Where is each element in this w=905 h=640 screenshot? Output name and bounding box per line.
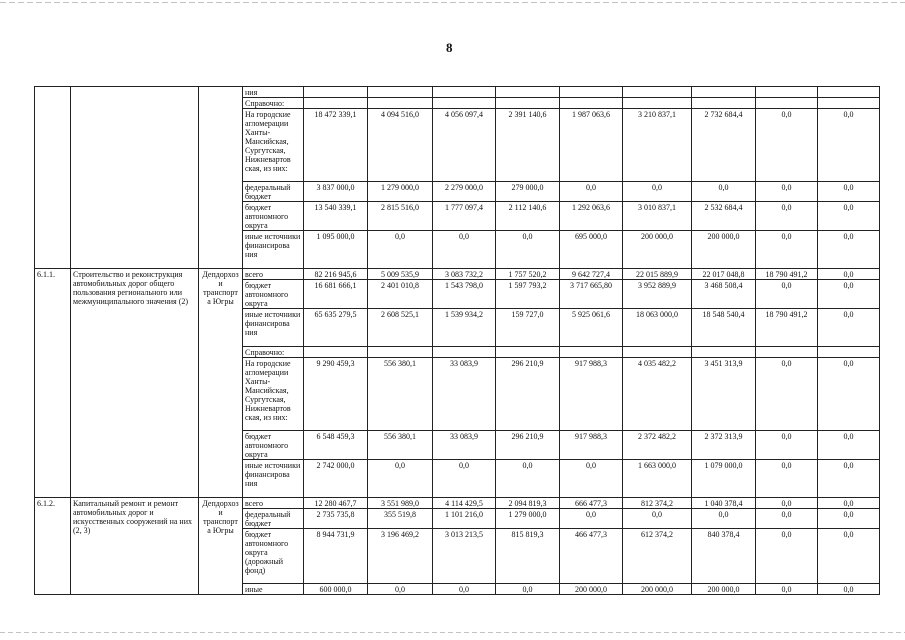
amount-cell — [692, 347, 756, 358]
amount-cell: 1 987 063,6 — [560, 109, 623, 182]
amount-cell: 0,0 — [368, 584, 433, 595]
funding-source-cell: всего — [243, 498, 304, 509]
amount-cell: 0,0 — [560, 509, 623, 529]
amount-cell: 1 040 378,4 — [692, 498, 756, 509]
amount-cell: 0,0 — [818, 584, 880, 595]
amount-cell: 0,0 — [692, 509, 756, 529]
amount-cell — [623, 87, 692, 98]
amount-cell: 2 401 010,8 — [368, 280, 433, 309]
amount-cell: 0,0 — [560, 182, 623, 202]
amount-cell: 1 279 000,0 — [368, 182, 433, 202]
amount-cell — [560, 98, 623, 109]
amount-cell: 0,0 — [818, 509, 880, 529]
amount-cell: 5 925 061,6 — [560, 309, 623, 347]
amount-cell: 18 472 339,1 — [304, 109, 368, 182]
amount-cell: 0,0 — [818, 358, 880, 431]
amount-cell: 2 735 735,8 — [304, 509, 368, 529]
amount-cell: 2 732 684,4 — [692, 109, 756, 182]
amount-cell — [304, 347, 368, 358]
amount-cell: 22 017 048,8 — [692, 269, 756, 280]
funding-source-cell: Справочно: — [243, 347, 304, 358]
amount-cell: 1 079 000,0 — [692, 460, 756, 498]
amount-cell: 2 094 819,3 — [496, 498, 560, 509]
amount-cell: 840 378,4 — [692, 529, 756, 584]
amount-cell: 0,0 — [623, 509, 692, 529]
amount-cell: 9 290 459,3 — [304, 358, 368, 431]
amount-cell: 0,0 — [756, 509, 818, 529]
amount-cell — [496, 87, 560, 98]
amount-cell: 0,0 — [756, 231, 818, 269]
amount-cell: 2 372 313,9 — [692, 431, 756, 460]
amount-cell — [560, 347, 623, 358]
amount-cell: 2 815 516,0 — [368, 202, 433, 231]
amount-cell: 612 374,2 — [623, 529, 692, 584]
amount-cell: 5 009 535,9 — [368, 269, 433, 280]
amount-cell: 2 532 684,4 — [692, 202, 756, 231]
amount-cell: 0,0 — [756, 202, 818, 231]
amount-cell: 2 372 482,2 — [623, 431, 692, 460]
funding-source-cell: На городские агломерации Ханты-Мансийская, Сургутская, Нижневартов ская, из них: — [243, 109, 304, 182]
item-number-cell: 6.1.2. — [35, 498, 71, 595]
financing-table — [34, 86, 880, 595]
amount-cell: 16 681 666,1 — [304, 280, 368, 309]
amount-cell — [433, 98, 496, 109]
amount-cell — [368, 87, 433, 98]
funding-source-cell: бюджет автономного округа — [243, 202, 304, 231]
funding-source-cell: иные источники финансирова ния — [243, 231, 304, 269]
amount-cell: 0,0 — [623, 182, 692, 202]
amount-cell: 0,0 — [433, 584, 496, 595]
amount-cell — [304, 87, 368, 98]
amount-cell — [496, 98, 560, 109]
amount-cell: 1 543 798,0 — [433, 280, 496, 309]
amount-cell: 2 608 525,1 — [368, 309, 433, 347]
amount-cell: 815 819,3 — [496, 529, 560, 584]
amount-cell: 695 000,0 — [560, 231, 623, 269]
amount-cell: 2 279 000,0 — [433, 182, 496, 202]
amount-cell: 18 063 000,0 — [623, 309, 692, 347]
amount-cell: 917 988,3 — [560, 431, 623, 460]
amount-cell: 1 292 063,6 — [560, 202, 623, 231]
scan-edge-top — [0, 2, 905, 3]
amount-cell — [496, 347, 560, 358]
item-description-cell: Капитальный ремонт и ремонт автомобильных дорог и искусственных сооружений на них (2, 3) — [71, 498, 199, 595]
amount-cell: 556 380,1 — [368, 431, 433, 460]
item-number-cell — [35, 87, 71, 269]
amount-cell: 812 374,2 — [623, 498, 692, 509]
amount-cell: 4 094 516,0 — [368, 109, 433, 182]
amount-cell: 2 742 000,0 — [304, 460, 368, 498]
amount-cell: 1 663 000,0 — [623, 460, 692, 498]
amount-cell: 0,0 — [818, 431, 880, 460]
table-row — [35, 269, 880, 280]
amount-cell: 3 010 837,1 — [623, 202, 692, 231]
amount-cell: 1 095 000,0 — [304, 231, 368, 269]
amount-cell — [304, 98, 368, 109]
amount-cell: 0,0 — [756, 280, 818, 309]
amount-cell: 0,0 — [756, 529, 818, 584]
funding-source-cell: иные источники финансирова ния — [243, 460, 304, 498]
funding-source-cell: иные источники финансирова ния — [243, 309, 304, 347]
amount-cell: 159 727,0 — [496, 309, 560, 347]
amount-cell: 33 083,9 — [433, 358, 496, 431]
item-description-cell — [71, 87, 199, 269]
amount-cell: 296 210,9 — [496, 431, 560, 460]
amount-cell: 0,0 — [496, 231, 560, 269]
amount-cell: 0,0 — [818, 182, 880, 202]
amount-cell: 0,0 — [818, 202, 880, 231]
funding-source-cell: Справочно: — [243, 98, 304, 109]
amount-cell: 1 539 934,2 — [433, 309, 496, 347]
amount-cell: 0,0 — [818, 109, 880, 182]
amount-cell: 0,0 — [756, 431, 818, 460]
amount-cell — [623, 347, 692, 358]
amount-cell: 0,0 — [756, 182, 818, 202]
amount-cell: 3 013 213,5 — [433, 529, 496, 584]
amount-cell: 3 451 313,9 — [692, 358, 756, 431]
amount-cell: 556 380,1 — [368, 358, 433, 431]
amount-cell: 3 210 837,1 — [623, 109, 692, 182]
executor-cell — [199, 87, 243, 269]
amount-cell: 296 210,9 — [496, 358, 560, 431]
amount-cell — [756, 87, 818, 98]
page-number: 8 — [446, 40, 453, 55]
amount-cell: 3 551 989,0 — [368, 498, 433, 509]
amount-cell: 18 790 491,2 — [756, 309, 818, 347]
amount-cell: 0,0 — [496, 460, 560, 498]
funding-source-cell: федеральный бюджет — [243, 509, 304, 529]
amount-cell: 200 000,0 — [623, 231, 692, 269]
amount-cell: 0,0 — [433, 231, 496, 269]
amount-cell: 33 083,9 — [433, 431, 496, 460]
amount-cell: 3 468 508,4 — [692, 280, 756, 309]
amount-cell: 1 101 216,0 — [433, 509, 496, 529]
amount-cell: 0,0 — [756, 109, 818, 182]
amount-cell: 12 280 467,7 — [304, 498, 368, 509]
amount-cell: 6 548 459,3 — [304, 431, 368, 460]
table-row — [35, 87, 880, 98]
amount-cell — [818, 98, 880, 109]
executor-cell: Депдорхоз и транспорт а Югры — [199, 498, 243, 595]
amount-cell: 0,0 — [756, 460, 818, 498]
amount-cell: 0,0 — [560, 460, 623, 498]
amount-cell: 8 944 731,9 — [304, 529, 368, 584]
amount-cell: 2 112 140,6 — [496, 202, 560, 231]
amount-cell: 1 757 520,2 — [496, 269, 560, 280]
amount-cell: 200 000,0 — [623, 584, 692, 595]
amount-cell: 917 988,3 — [560, 358, 623, 431]
funding-source-cell: ния — [243, 87, 304, 98]
funding-source-cell: федеральный бюджет — [243, 182, 304, 202]
amount-cell: 65 635 279,5 — [304, 309, 368, 347]
amount-cell: 1 777 097,4 — [433, 202, 496, 231]
funding-source-cell: бюджет автономного округа — [243, 280, 304, 309]
amount-cell: 0,0 — [368, 231, 433, 269]
amount-cell: 666 477,3 — [560, 498, 623, 509]
amount-cell: 355 519,8 — [368, 509, 433, 529]
table-row — [35, 498, 880, 509]
executor-cell: Депдорхоз и транспорт а Югры — [199, 269, 243, 498]
amount-cell — [756, 347, 818, 358]
amount-cell: 2 391 140,6 — [496, 109, 560, 182]
amount-cell: 82 216 945,6 — [304, 269, 368, 280]
amount-cell: 200 000,0 — [560, 584, 623, 595]
amount-cell: 600 000,0 — [304, 584, 368, 595]
amount-cell — [756, 98, 818, 109]
amount-cell: 0,0 — [818, 529, 880, 584]
amount-cell: 0,0 — [692, 182, 756, 202]
amount-cell: 0,0 — [433, 460, 496, 498]
amount-cell: 13 540 339,1 — [304, 202, 368, 231]
funding-source-cell: бюджет автономного округа — [243, 431, 304, 460]
funding-source-cell: иные — [243, 584, 304, 595]
amount-cell: 3 196 469,2 — [368, 529, 433, 584]
funding-source-cell: бюджет автономного округа (дорожный фонд) — [243, 529, 304, 584]
amount-cell — [368, 98, 433, 109]
scan-edge-bottom — [0, 632, 905, 633]
amount-cell: 4 056 097,4 — [433, 109, 496, 182]
amount-cell: 0,0 — [818, 498, 880, 509]
funding-source-cell: всего — [243, 269, 304, 280]
amount-cell — [433, 347, 496, 358]
amount-cell: 0,0 — [756, 584, 818, 595]
funding-source-cell: На городские агломерации Ханты-Мансийская, Сургутская, Нижневартов ская, из них: — [243, 358, 304, 431]
amount-cell: 3 717 665,80 — [560, 280, 623, 309]
amount-cell: 4 035 482,2 — [623, 358, 692, 431]
amount-cell — [368, 347, 433, 358]
amount-cell: 200 000,0 — [692, 231, 756, 269]
amount-cell: 18 548 540,4 — [692, 309, 756, 347]
amount-cell: 0,0 — [756, 498, 818, 509]
amount-cell — [433, 87, 496, 98]
amount-cell: 0,0 — [496, 584, 560, 595]
amount-cell: 22 015 889,9 — [623, 269, 692, 280]
amount-cell — [692, 98, 756, 109]
financing-table-body — [35, 87, 880, 595]
amount-cell: 3 952 889,9 — [623, 280, 692, 309]
amount-cell: 3 837 000,0 — [304, 182, 368, 202]
amount-cell — [818, 87, 880, 98]
amount-cell: 3 083 732,2 — [433, 269, 496, 280]
amount-cell — [818, 347, 880, 358]
amount-cell: 0,0 — [818, 280, 880, 309]
amount-cell: 0,0 — [818, 309, 880, 347]
amount-cell — [623, 98, 692, 109]
amount-cell: 0,0 — [818, 460, 880, 498]
item-number-cell: 6.1.1. — [35, 269, 71, 498]
amount-cell: 18 790 491,2 — [756, 269, 818, 280]
amount-cell: 466 477,3 — [560, 529, 623, 584]
item-description-cell: Строительство и реконструкция автомобильных дорог общего пользования регионального или межмуниципального значения (2) — [71, 269, 199, 498]
amount-cell: 4 114 429,5 — [433, 498, 496, 509]
amount-cell: 1 279 000,0 — [496, 509, 560, 529]
amount-cell: 9 642 727,4 — [560, 269, 623, 280]
amount-cell: 1 597 793,2 — [496, 280, 560, 309]
amount-cell: 0,0 — [368, 460, 433, 498]
amount-cell — [692, 87, 756, 98]
amount-cell: 200 000,0 — [692, 584, 756, 595]
amount-cell: 0,0 — [818, 269, 880, 280]
amount-cell: 0,0 — [756, 358, 818, 431]
amount-cell: 0,0 — [818, 231, 880, 269]
amount-cell: 279 000,0 — [496, 182, 560, 202]
amount-cell — [560, 87, 623, 98]
